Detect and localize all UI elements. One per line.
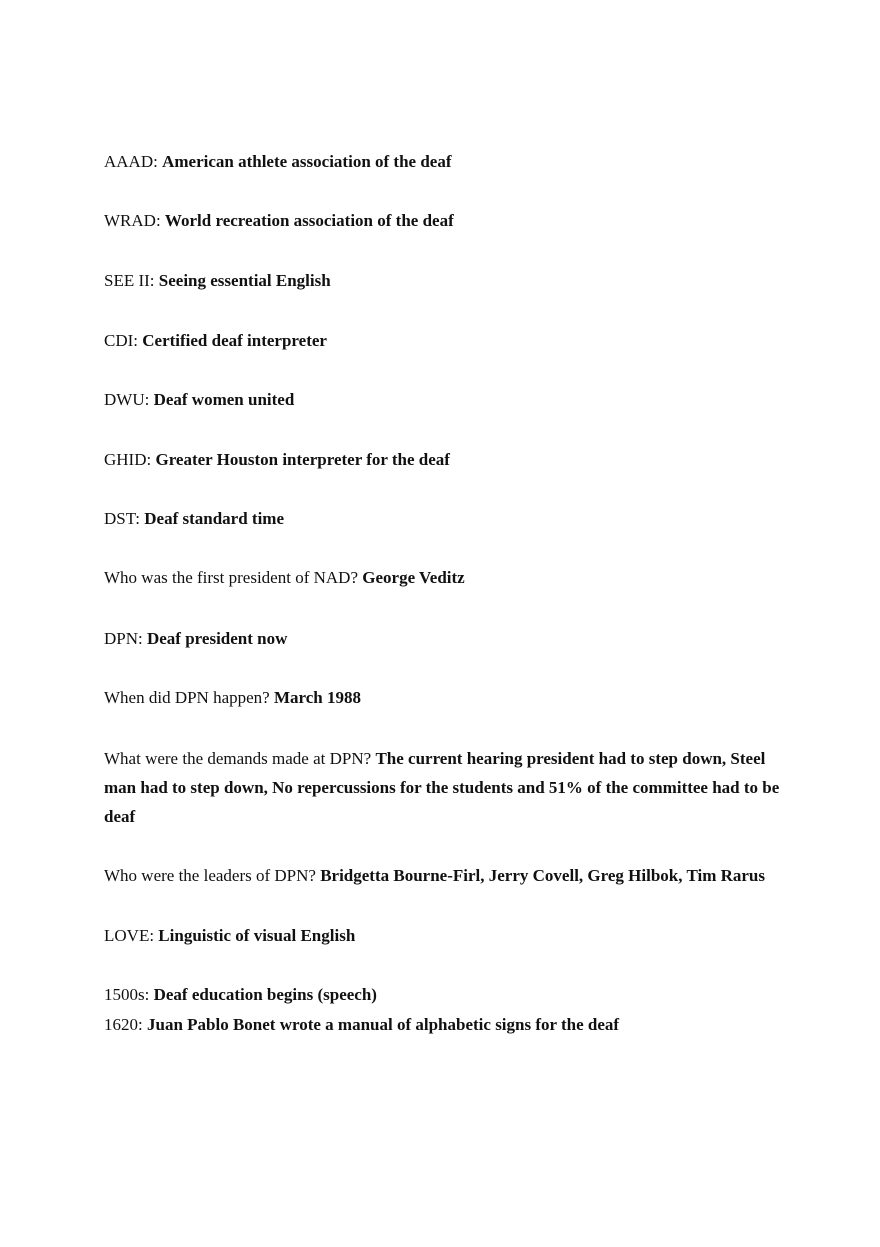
entry-answer: Certified deaf interpreter bbox=[142, 331, 327, 350]
entry-answer: Deaf women united bbox=[153, 390, 295, 409]
entry-answer: Deaf president now bbox=[146, 629, 288, 648]
entry-nad-president bbox=[104, 563, 794, 592]
entry-label: Who was the first president of NAD? bbox=[104, 568, 363, 587]
entry-label: When did DPN happen? bbox=[104, 688, 274, 707]
entry-wrad bbox=[104, 206, 794, 235]
entry-label: SEE II: bbox=[104, 271, 159, 290]
entry-love bbox=[104, 921, 794, 950]
entry-dst bbox=[104, 504, 794, 533]
entry-answer: Seeing essential English bbox=[158, 271, 331, 290]
entry-label: DST: bbox=[104, 509, 145, 528]
entry-answer: Deaf education begins (speech) bbox=[153, 985, 377, 1004]
entry-answer: American athlete association of the deaf bbox=[162, 152, 452, 171]
entry-answer: Greater Houston interpreter for the deaf bbox=[155, 450, 450, 469]
entry-dpn bbox=[104, 624, 794, 653]
entry-label: 1620: bbox=[104, 1015, 147, 1034]
entry-cdi bbox=[104, 326, 794, 355]
entry-answer: George Veditz bbox=[362, 568, 465, 587]
entry-label: Who were the leaders of DPN? bbox=[104, 866, 321, 885]
entry-label: CDI: bbox=[104, 331, 143, 350]
entry-answer: The current hearing president had to step down, Steel man had to step down, No repercussions for the students and 51% of the committee had to be deaf bbox=[104, 749, 780, 826]
entry-label: DWU: bbox=[104, 390, 154, 409]
entry-answer: Bridgetta Bourne-Firl, Jerry Covell, Greg Hilbok, Tim Rarus bbox=[320, 866, 766, 885]
entry-answer: March 1988 bbox=[273, 688, 362, 707]
entry-answer: Juan Pablo Bonet wrote a manual of alphabetic signs for the deaf bbox=[146, 1015, 620, 1034]
entry-dpn-demands bbox=[104, 744, 794, 831]
entry-dpn-date bbox=[104, 683, 794, 712]
entry-label: GHID: bbox=[104, 450, 156, 469]
entry-1620 bbox=[104, 1010, 794, 1039]
entry-1500s bbox=[104, 980, 794, 1009]
entry-answer: World recreation association of the deaf bbox=[164, 211, 454, 230]
entry-label: DPN: bbox=[104, 629, 147, 648]
entry-aaad bbox=[104, 147, 794, 176]
entry-ghid bbox=[104, 445, 794, 474]
entry-label: 1500s: bbox=[104, 985, 154, 1004]
entry-label: WRAD: bbox=[104, 211, 165, 230]
entry-answer: Deaf standard time bbox=[144, 509, 285, 528]
entry-label: AAAD: bbox=[104, 152, 163, 171]
entry-dwu bbox=[104, 385, 794, 414]
entry-dpn-leaders bbox=[104, 861, 794, 890]
entry-label: What were the demands made at DPN? bbox=[104, 749, 376, 768]
entry-label: LOVE: bbox=[104, 926, 159, 945]
entry-see-ii bbox=[104, 266, 794, 295]
entry-answer: Linguistic of visual English bbox=[158, 926, 356, 945]
